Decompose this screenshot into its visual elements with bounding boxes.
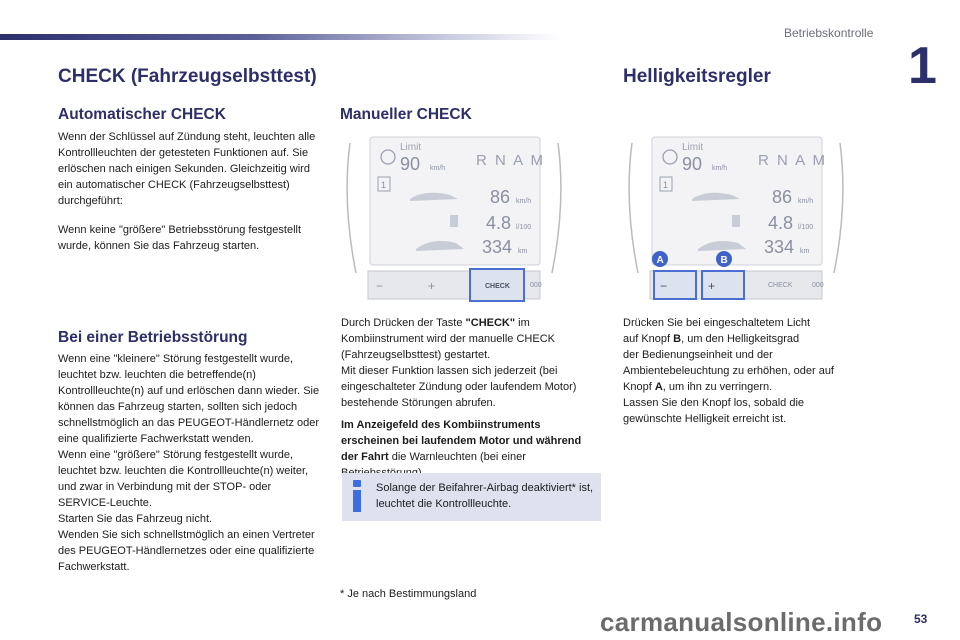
limit-speed: 90 bbox=[682, 154, 703, 174]
brightness-line-4: Ambientebeleuchtung zu erhöhen, oder auf bbox=[623, 365, 834, 377]
limit-label: Limit bbox=[682, 142, 704, 153]
consumption-value: 4.8 bbox=[486, 213, 512, 233]
fault-contact-paragraph: Wenden Sie sich schnellstmöglich an einen Vertreter des PEUGEOT-Händlernetzes oder eine qualifizierte Fachwerkstatt. bbox=[58, 529, 315, 573]
limit-speed-unit: km/h bbox=[430, 165, 446, 172]
distance-unit: km bbox=[800, 248, 810, 255]
range-unit: km/h bbox=[516, 198, 532, 205]
brightness-line-3: der Bedienungseinheit und der bbox=[623, 349, 773, 361]
info-text: Solange der Beifahrer-Airbag deaktiviert* ist, leuchtet die Kontrollleuchte. bbox=[376, 482, 594, 510]
check-button-label: CHECK bbox=[768, 282, 793, 289]
gear-number: 1 bbox=[381, 180, 387, 190]
dimmer-plus-label: + bbox=[428, 279, 436, 293]
main-title: CHECK (Fahrzeugselbsttest) bbox=[58, 66, 317, 87]
brightness-title: Helligkeitsregler bbox=[623, 66, 771, 87]
consumption-unit: l/100 bbox=[516, 224, 532, 231]
auto-check-start-paragraph: Wenn keine "größere" Betriebsstörung festgestellt wurde, können Sie das Fahrzeug starten. bbox=[58, 224, 302, 252]
fuel-pump-icon bbox=[732, 215, 740, 227]
range-value: 86 bbox=[772, 187, 793, 207]
consumption-value: 4.8 bbox=[768, 213, 794, 233]
limit-label: Limit bbox=[400, 142, 422, 153]
distance-unit: km bbox=[518, 248, 528, 255]
section-label: Betriebskontrolle bbox=[784, 26, 874, 40]
brightness-line-5: Knopf A, um ihn zu verringern. bbox=[623, 381, 773, 393]
watermark: carmanualsonline.info bbox=[600, 607, 883, 637]
fault-text bbox=[58, 351, 320, 575]
fault-minor-paragraph: Wenn eine "kleinere" Störung festgestellt wurde, leuchtet bzw. leuchten die betreffende(n) Kontrollleuchte(n) auf und erlöschen dann wieder. Sie können das Fahrzeug starten, sollten sich jedoch schnellstmöglich an das PEUGEOT-Händlernetz oder eine qualifizierte Fachwerkstatt wenden. bbox=[58, 353, 320, 445]
brightness-line-7: gewünschte Helligkeit erreicht ist. bbox=[623, 413, 787, 425]
manual-check-anytime-paragraph: Mit dieser Funktion lassen sich jederzeit (bei eingeschalteter Zündung oder laufendem Motor) bestehende Störungen abrufen. bbox=[341, 365, 577, 409]
trip-reset-label: 000 bbox=[812, 282, 824, 289]
footnote: * Je nach Bestimmungsland bbox=[340, 588, 477, 600]
manual-check-warnings-paragraph: Im Anzeigefeld des Kombiinstruments erscheinen bei laufendem Motor und während der Fahrt die Warnleuchten (bei einer bbox=[341, 419, 582, 463]
limit-speed: 90 bbox=[400, 154, 421, 174]
cluster-figure-brightness bbox=[622, 133, 850, 309]
callout-b-label: B bbox=[720, 255, 728, 266]
manual-check-heading: Manueller CHECK bbox=[340, 106, 472, 123]
fault-heading: Bei einer Betriebsstörung bbox=[58, 329, 248, 346]
dimmer-plus-label: + bbox=[708, 279, 716, 293]
brightness-line-1: Drücken Sie bei eingeschaltetem Licht bbox=[623, 317, 811, 329]
info-icon bbox=[352, 480, 364, 514]
manual-check-text bbox=[341, 315, 601, 481]
brightness-text bbox=[623, 315, 883, 427]
cluster-illustration bbox=[340, 133, 568, 309]
auto-check-paragraph: Wenn der Schlüssel auf Zündung steht, leuchten alle Kontrollleuchten der getesteten Funktionen auf. Sie erlöschen nach einigen Sekunden. Gleichzeitig wird ein automatischer CHECK (Fahrzeugselbsttest) durchgeführt: bbox=[58, 131, 316, 207]
limit-speed-unit: km/h bbox=[712, 165, 728, 172]
gear-indicator: R N A M bbox=[758, 152, 828, 169]
trip-reset-label: 000 bbox=[530, 282, 542, 289]
chapter-number: 1 bbox=[908, 37, 937, 95]
range-unit: km/h bbox=[798, 198, 814, 205]
dimmer-minus-label: − bbox=[376, 279, 384, 293]
distance-value: 334 bbox=[764, 237, 795, 257]
info-box bbox=[342, 473, 601, 521]
gear-indicator: R N A M bbox=[476, 152, 546, 169]
range-value: 86 bbox=[490, 187, 511, 207]
cluster-figure-check bbox=[340, 133, 568, 309]
brightness-line-6: Lassen Sie den Knopf los, sobald die bbox=[623, 397, 805, 409]
gear-number: 1 bbox=[663, 180, 669, 190]
page-number: 53 bbox=[914, 612, 928, 626]
distance-value: 334 bbox=[482, 237, 513, 257]
cluster-illustration-brightness bbox=[622, 133, 850, 309]
header-gradient-bar bbox=[0, 34, 560, 40]
fault-no-start-paragraph: Starten Sie das Fahrzeug nicht. bbox=[58, 513, 213, 525]
fuel-pump-icon bbox=[450, 215, 458, 227]
manual-check-paragraph: Durch Drücken der Taste "CHECK" im Kombiinstrument wird der manuelle CHECK (Fahrzeugselbsttest) gestartet. bbox=[341, 317, 555, 361]
brightness-line-2: auf Knopf B, um den Helligkeitsgrad bbox=[623, 333, 800, 345]
callout-a-label: A bbox=[656, 255, 664, 266]
check-button-label: CHECK bbox=[485, 283, 510, 290]
consumption-unit: l/100 bbox=[798, 224, 814, 231]
fault-major-paragraph: Wenn eine "größere" Störung festgestellt wurde, leuchtet bzw. leuchten die Kontrollleuchte(n) weiter, und zwar in Verbindung mit der STOP- oder SERVICE-Leuchte. bbox=[58, 449, 309, 509]
auto-check-heading: Automatischer CHECK bbox=[58, 106, 226, 123]
dimmer-minus-label: − bbox=[660, 279, 668, 293]
